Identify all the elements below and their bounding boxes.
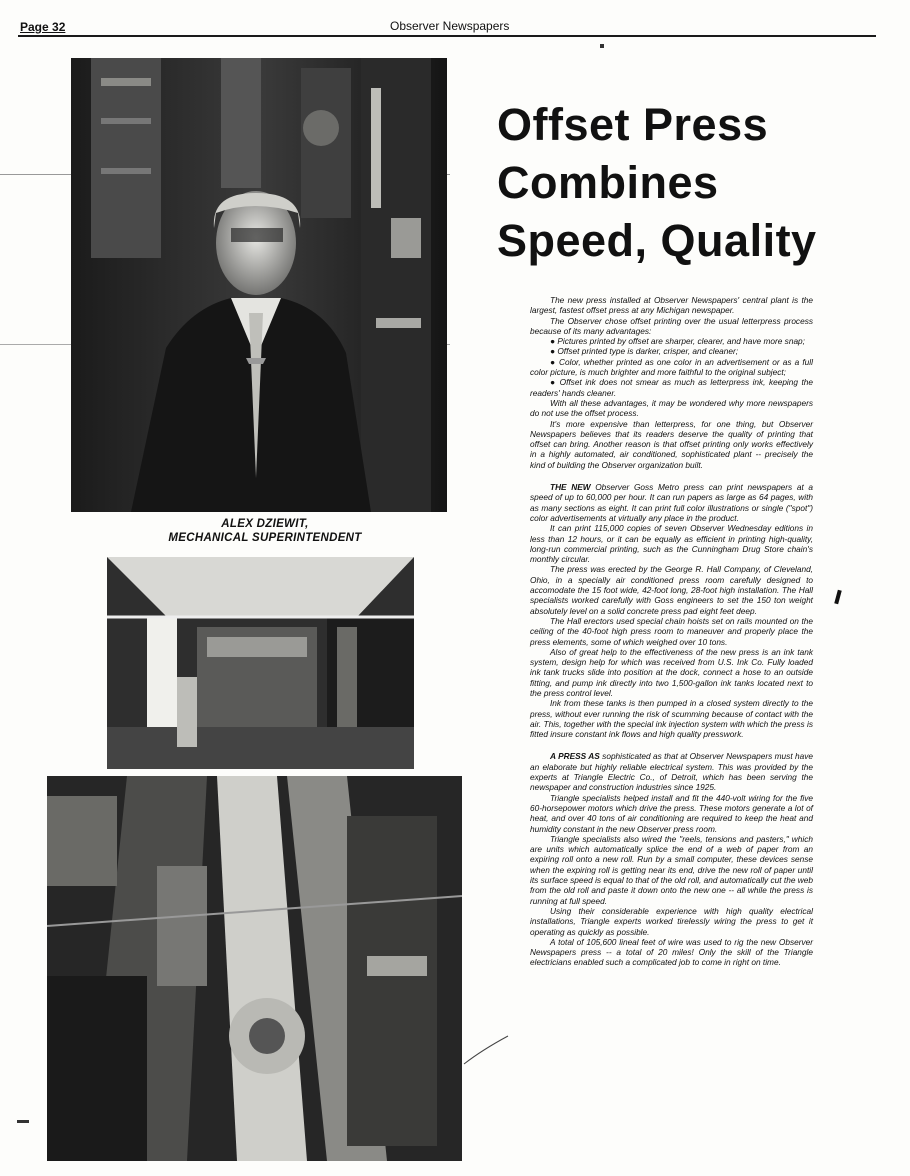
pencil-stroke xyxy=(462,1030,510,1070)
pressroom-photo xyxy=(107,557,414,769)
paragraph: It can print 115,000 copies of seven Observer Wednesday editions in less than 12 hours, or it can be equally as efficient in printing high-quality, long-run commercial printing, such as the Cunningham Drug Store chain's monthly circular. xyxy=(530,523,813,565)
paragraph: Also of great help to the effectiveness of the new press is an ink tank system, design help for which was received from U.S. Ink Co. Fully loaded ink tank trucks slide into position at the dock, connect a hose to an outside fitting, and pump ink directly into two 1,500-gallon ink tanks located next to the press control level. xyxy=(530,646,813,698)
paragraph: The Hall erectors used special chain hoists set on rails mounted on the ceiling of the 40-foot high press room to maneuver and properly place the press elements, some of which weighed over 10 tons. xyxy=(530,615,813,647)
paragraph: With all these advantages, it may be wondered why more newspapers do not use the offset process. xyxy=(530,397,813,419)
bullet-item: ● Color, whether printed as one color in an advertisement or as a full color picture, is much brighter and more faithful to the original subject; xyxy=(530,356,813,378)
headline-line-2: Combines xyxy=(497,157,719,208)
paragraph-text: Observer Goss Metro press can print newspapers at a speed of up to 60,000 per hour. It can run papers as large as 64 pages, with as many sections as eight. It can print full color illustrations or single ("spot") color advertisements at virtually any place in the product. xyxy=(530,482,813,523)
portrait-photo xyxy=(71,58,447,512)
bullet-item: ● Pictures printed by offset are sharper, clearer, and have more snap; xyxy=(550,336,805,347)
paragraph-lead: A PRESS AS xyxy=(550,751,600,762)
paragraph: The new press installed at Observer Newspapers' central plant is the largest, fastest offset press at any Michigan newspaper. xyxy=(530,295,813,316)
headline-line-3: Speed, Quality xyxy=(497,215,817,266)
paragraph xyxy=(530,751,813,792)
header-rule xyxy=(18,35,876,37)
paragraph-lead: THE NEW xyxy=(550,482,591,493)
bullet-item: ● Offset printed type is darker, crisper, and cleaner; xyxy=(550,346,739,357)
publication-name: Observer Newspapers xyxy=(390,19,510,33)
paragraph: A total of 105,600 lineal feet of wire was used to rig the new Observer Newspapers press -- a total of 20 miles! Only the skill of the Triangle electricians enabled such a complicated job to come in right on time. xyxy=(530,936,813,968)
bullet-item: ● Offset ink does not smear as much as letterpress ink, keeping the readers' hands cleaner. xyxy=(530,377,813,398)
article-headline xyxy=(497,96,897,270)
paragraph: Ink from these tanks is then pumped in a closed system directly to the press, without ever running the risk of scumming because of contact with the air. This, together with the special ink injection system with which the press is fitted insure constant ink flows and high quality presswork. xyxy=(530,698,813,740)
paragraph xyxy=(530,482,813,523)
scan-mark xyxy=(600,44,604,48)
article-body xyxy=(530,295,813,968)
paragraph: It's more expensive than letterpress, for one thing, but Observer Newspapers believes that its readers deserve the quality of printing that offset can bring. Another reason is that offset printing only works effectively in a highly automated, air conditioned, sophisticated plant -- precisely the kind of building the Observer organization built. xyxy=(530,418,813,470)
paragraph: Triangle specialists also wired the "reels, tensions and pasters," which are units which automatically splice the end of a web of paper from an expiring roll onto a new roll. Run by a small computer, these devices sense when the expiring roll is getting near its end, drive the new roll of paper until its surface speed is equal to that of the old roll, and automatically cut the web from the old roll and paste it down onto the new one -- all while the press is running at full speed. xyxy=(530,833,813,906)
paragraph: Using their considerable experience with high quality electrical installations, Triangle experts worked tirelessly wiring the press to get it operating as quickly as possible. xyxy=(530,905,813,937)
page-number: Page 32 xyxy=(20,20,66,34)
paragraph-text: sophisticated as that at Observer Newspapers must have an elaborate but highly reliable electrical system. This was provided by the experts at Triangle Electric Co., of Detroit, which has been serving the newspaper and construction industries since 1925. xyxy=(530,751,813,793)
portrait-caption-title: MECHANICAL SUPERINTENDENT xyxy=(168,532,362,544)
paragraph: Triangle specialists helped install and fit the 440-volt wiring for the five 60-horsepower motors which drive the press. These motors generate a lot of heat, and over 40 tons of air conditioning are required to keep the heat and humidity constant in the new Observer press room. xyxy=(530,792,813,834)
portrait-caption-name: ALEX DZIEWIT, xyxy=(221,518,309,530)
scan-mark xyxy=(834,590,841,605)
scan-mark xyxy=(17,1120,29,1123)
paragraph: The press was erected by the George R. Hall Company, of Cleveland, Ohio, in a specially air conditioned press room carefully designed to accomodate the 15 foot wide, 42-foot long, 28-foot high installation. The Hall specialists worked carefully with Goss engineers to set the 150 ton weight absolutely level on a solid concrete press pad eight feet deep. xyxy=(530,564,813,616)
press-installation-photo xyxy=(47,776,462,1161)
headline-line-1: Offset Press xyxy=(497,99,769,150)
paragraph: The Observer chose offset printing over the usual letterpress process because of its many advantages: xyxy=(530,315,813,336)
